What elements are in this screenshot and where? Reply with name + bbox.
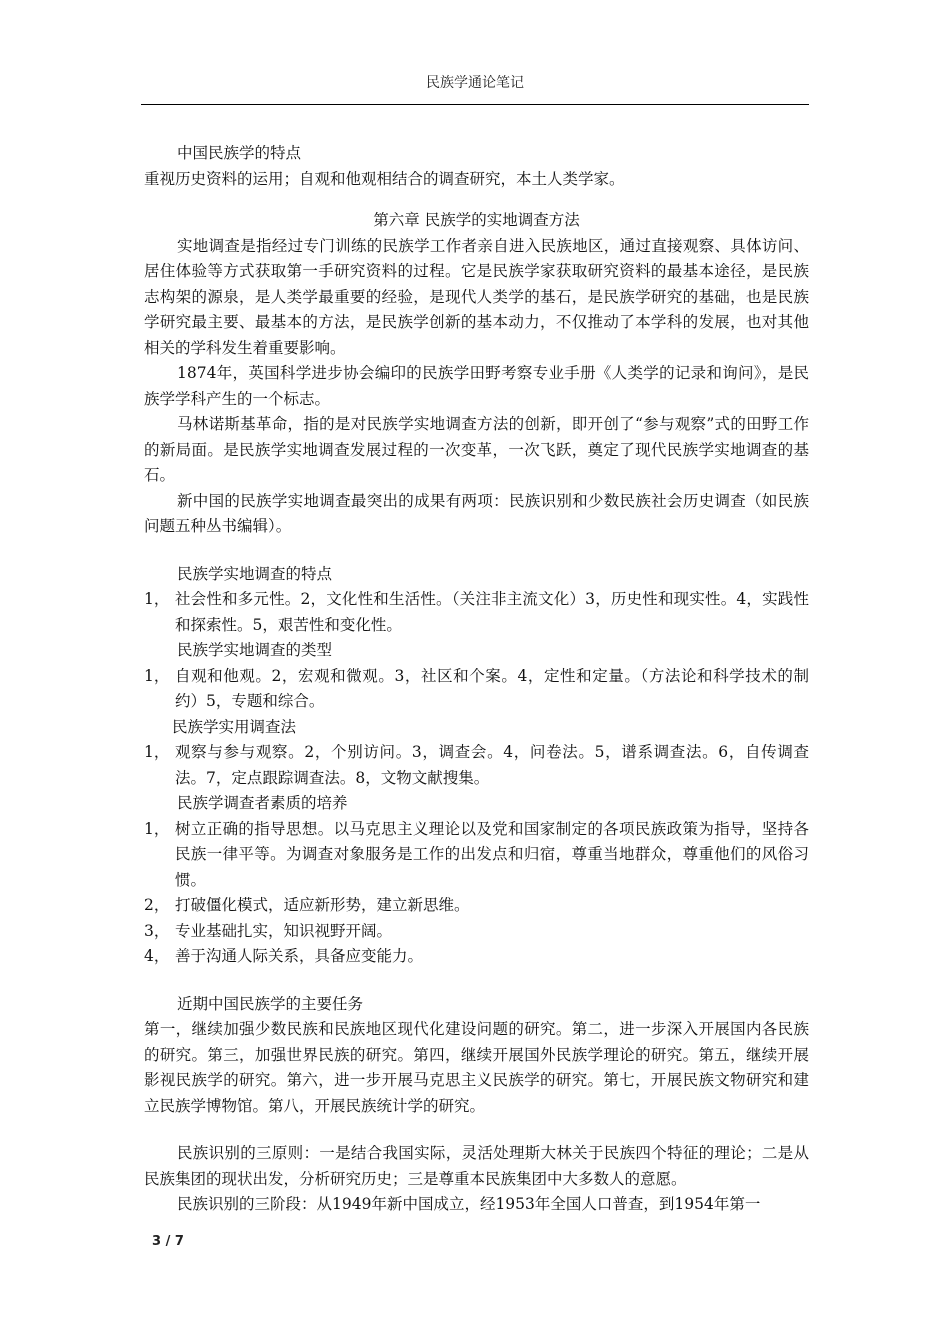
- list-text: 观察与参与观察。2，个别访问。3，调查会。4，问卷法。5，谱系调查法。6，自传调查法。7，定点跟踪调查法。8，文物文献搜集。: [175, 743, 809, 787]
- spacer: [144, 540, 809, 562]
- chapter-title: 第六章 民族学的实地调查方法: [373, 211, 580, 229]
- section-heading-tasks: 近期中国民族学的主要任务: [177, 994, 364, 1013]
- section-text-tasks: 第一，继续加强少数民族和民族地区现代化建设问题的研究。第二，进一步深入开展国内各民族的研究。第三，加强世界民族的研究。第四，继续开展国外民族学理论的研究。第五，继续开展影视民族学的研究。第六，进一步开展马克思主义民族学的研究。第七，开展民族文物研究和建立民族学博物馆。第八，开展民族统计学的研究。: [144, 1020, 809, 1115]
- section-heading-china-features: 中国民族学的特点: [177, 144, 302, 162]
- list-text: 善于沟通人际关系，具备应变能力。: [175, 947, 424, 965]
- header-divider: [141, 104, 809, 105]
- section-heading-methods: 民族学实用调查法: [172, 717, 297, 736]
- list-number: 1，: [144, 666, 170, 685]
- list-number: 1，: [144, 743, 170, 761]
- paragraph-identification-principles: 民族识别的三原则：一是结合我国实际，灵活处理斯大林关于民族四个特征的理论；二是从民族集团的现状出发，分析研究历史；三是尊重本民族集团中大多数人的意愿。: [144, 1144, 809, 1188]
- paragraph: 新中国的民族学实地调查最突出的成果有两项：民族识别和少数民族社会历史调查（如民族问题五种丛书编辑）。: [144, 491, 809, 535]
- section-heading-fieldwork-types: 民族学实地调查的类型: [177, 641, 333, 659]
- paragraph: 马林诺斯基革命，指的是对民族学实地调查方法的创新，即开创了“参与观察”式的田野工作的新局面。是民族学实地调查发展过程的一次变革，一次飞跃，奠定了现代民族学实地调查的基石。: [144, 415, 809, 484]
- paragraph: 实地调查是指经过专门训练的民族学工作者亲自进入民族地区，通过直接观察、具体访问、居住体验等方式获取第一手研究资料的过程。它是民族学家获取研究资料的最基本途径，是民族志构架的源泉，是人类学最重要的经验，是现代人类学的基石，是民族学研究的基础，也是民族学研究最主要、最基本的方法，是民族学创新的基本动力，不仅推动了本学科的发展，也对其他相关的学科发生着重要影响。: [144, 236, 809, 357]
- list-item: [144, 919, 809, 945]
- section-heading-fieldwork-features: 民族学实地调查的特点: [177, 564, 333, 583]
- list-item: [144, 944, 809, 970]
- paragraph: 1874年，英国科学进步协会编印的民族学田野考察专业手册《人类学的记录和询问》，是民族学学科产生的一个标志。: [144, 364, 809, 408]
- list-text: 自观和他观。2，宏观和微观。3，社区和个案。4，定性和定量。（方法论和科学技术的制约）5，专题和综合。: [175, 666, 809, 710]
- page-header-title: 民族学通论笔记: [426, 75, 524, 91]
- spacer: [144, 1119, 809, 1141]
- list-number: 1，: [144, 590, 170, 608]
- section-heading-qualities: 民族学调查者素质的培养: [177, 794, 348, 812]
- list-text: 打破僵化模式，适应新形势，建立新思维。: [175, 896, 470, 914]
- page-number: 3 / 7: [152, 1234, 184, 1249]
- list-text: 社会性和多元性。2，文化性和生活性。（关注非主流文化）3，历史性和现实性。4，实践性和探索性。5，艰苦性和变化性。: [175, 590, 809, 634]
- section-text-china-features: 重视历史资料的运用；自观和他观相结合的调查研究，本土人类学家。: [144, 169, 625, 188]
- list-number: 2，: [144, 896, 170, 914]
- list-item: [144, 587, 809, 638]
- list-number: 4，: [144, 947, 170, 965]
- list-number: 1，: [144, 819, 170, 838]
- list-text: 专业基础扎实，知识视野开阔。: [175, 921, 393, 940]
- paragraph-identification-stages: 民族识别的三阶段：从1949年新中国成立，经1953年全国人口普查，到1954年第一: [177, 1195, 761, 1213]
- list-item: [144, 893, 809, 919]
- list-item: [144, 740, 809, 791]
- list-item: [144, 664, 809, 715]
- list-item: [144, 817, 809, 894]
- list-text: 树立正确的指导思想。以马克思主义理论以及党和国家制定的各项民族政策为指导，坚持各民族一律平等。为调查对象服务是工作的出发点和归宿，尊重当地群众，尊重他们的风俗习惯。: [175, 819, 809, 889]
- document-body: [144, 141, 809, 1218]
- spacer: [144, 970, 809, 992]
- list-number: 3，: [144, 921, 170, 940]
